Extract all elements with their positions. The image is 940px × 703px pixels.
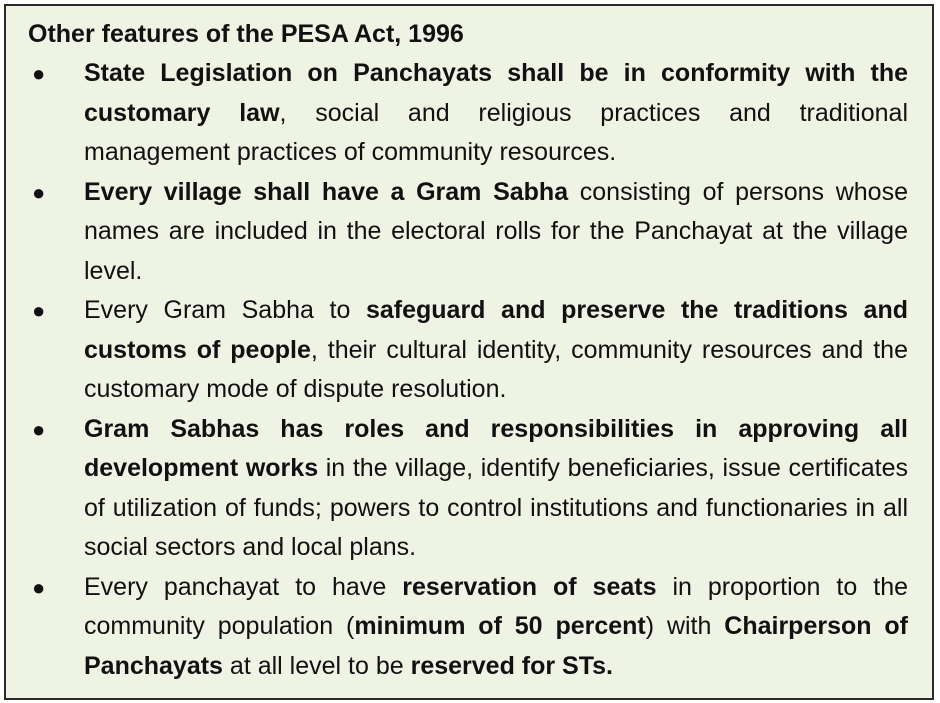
list-item: [28, 173, 908, 292]
bold-text: State Legislation on Panchayats shall be in conformity with the customary law: [84, 59, 908, 127]
list-item: [28, 568, 908, 687]
plain-text: at all level to be: [222, 651, 411, 680]
plain-text: , their cultural identity, community resources and the customary mode of dispute resolution.: [84, 335, 908, 403]
bold-text: reservation of seats: [402, 572, 657, 601]
plain-text: consisting of persons whose names are included in the electoral rolls for the Panchayat at the village level.: [84, 177, 908, 285]
bullet-icon: ●: [32, 179, 46, 205]
bullet-icon: ●: [32, 61, 46, 86]
feature-list: [28, 54, 908, 686]
box-heading: Other features of the PESA Act, 1996: [28, 20, 464, 48]
bold-text: minimum of 50 percent: [354, 612, 646, 640]
bullet-icon: ●: [32, 298, 46, 323]
bold-text: safeguard and preserve the traditions and customs of people: [84, 296, 909, 364]
plain-text: Every panchayat to have: [84, 572, 403, 601]
plain-text: , social and religious practices and traditional management practices of community resources.: [84, 98, 908, 166]
plain-text: ) with: [645, 612, 725, 640]
pesa-features-box: [4, 4, 934, 700]
plain-text: in the village, identify beneficiaries, issue certificates of utilization of funds; powers to control institutions and functionaries in all social sectors and local plans.: [84, 454, 908, 561]
list-item: [28, 291, 908, 410]
bullet-icon: ●: [32, 574, 46, 600]
bold-text: Gram Sabhas has roles and responsibilities in approving all development works: [84, 414, 908, 482]
bold-text: Chairperson of Panchayats: [84, 612, 908, 680]
bold-text: Every village shall have a Gram Sabha: [84, 177, 569, 206]
bullet-icon: ●: [32, 416, 46, 442]
list-item: [28, 54, 908, 173]
list-item: [28, 410, 908, 568]
bold-text: reserved for STs.: [410, 651, 613, 680]
plain-text: Every Gram Sabha to: [84, 296, 366, 324]
plain-text: in proportion to the community population (: [84, 572, 908, 640]
